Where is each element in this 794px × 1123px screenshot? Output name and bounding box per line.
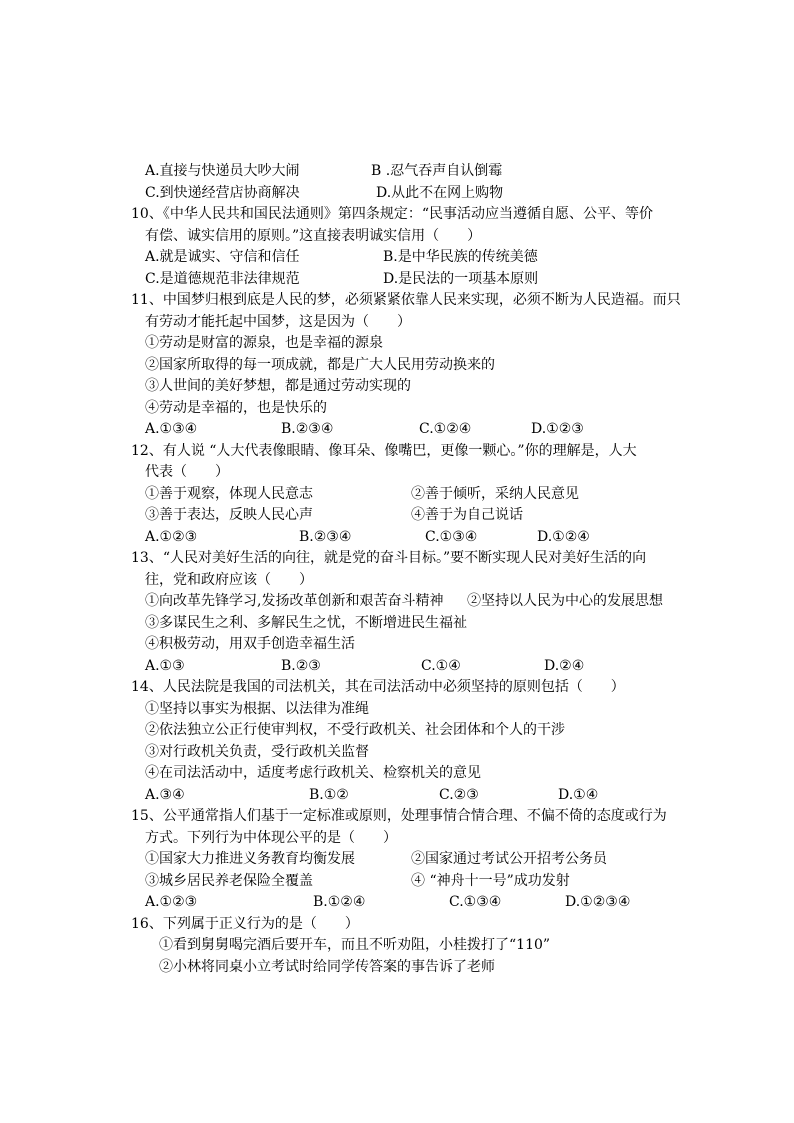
q10-stem-line-1: 10、《中华人民共和国民法通则》第四条规定：“民事活动应当遵循自愿、公平、等价 [131, 206, 653, 222]
q12-items-row-2 [131, 505, 691, 527]
q12-stem-line-2: 代表（ ） [145, 464, 229, 480]
q13-item-4: ④积极劳动，用双手创造幸福生活 [145, 636, 355, 652]
q13-item-2: ②坚持以人民为中心的发展思想 [467, 593, 663, 609]
q12-item-1: ①善于观察，体现人民意志 [145, 485, 313, 502]
q9-option-c: C.到快递经营店协商解决 [145, 184, 300, 201]
q13-option-d: D.②④ [544, 657, 585, 674]
q10-options-row-2 [131, 269, 691, 291]
q16-item-2: ②小林将同桌小立考试时给同学传答案的事告诉了老师 [159, 958, 495, 975]
q15-stem-line-2: 方式。下列行为中体现公平的是（ ） [145, 829, 397, 846]
q15-stem-line-1: 15、公平通常指人们基于一定标准或原则，处理事情合情合理、不偏不倚的态度或行为 [131, 808, 667, 824]
q12-item-3: ③善于表达，反映人民心声 [145, 507, 313, 523]
q10-option-a: A.就是诚实、守信和信任 [145, 249, 300, 265]
q9-option-b: B .忍气吞声自认倒霉 [371, 163, 503, 179]
q12-option-b: B.②③④ [299, 528, 352, 545]
q13-item-1: ①向改革先锋学习,发扬改革创新和艰苦奋斗精神 [145, 593, 444, 609]
q10-option-d: D.是民法的一项基本原则 [383, 270, 539, 287]
q11-stem-line-2: 有劳动才能托起中国梦，这是因为（ ） [145, 313, 411, 330]
q10-option-c: C.是道德规范非法律规范 [145, 270, 300, 287]
q14-option-a: A.③④ [145, 786, 185, 803]
q14-item-3: ③对行政机关负责，受行政机关监督 [145, 743, 369, 760]
q13-option-a: A.①③ [145, 657, 185, 674]
question-list [131, 161, 691, 978]
q9-options-row-1 [131, 161, 691, 183]
q14-option-d: D.①④ [558, 786, 599, 803]
q12-option-c: C.①③④ [425, 528, 478, 545]
q11-option-b: B.②③④ [281, 421, 334, 437]
q15-items-row-2 [131, 871, 691, 893]
q10-options-row-1 [131, 247, 691, 269]
q15-option-d: D.①②③④ [565, 894, 631, 910]
q11-options-row [131, 419, 691, 441]
q16-item-1: ①看到舅舅喝完酒后要开车，而且不听劝阻，小桂拨打了“110” [159, 937, 551, 953]
q11-option-a: A.①③④ [145, 421, 198, 437]
q13-item-3: ③多谋民生之利、多解民生之忧，不断增进民生福祉 [145, 614, 467, 631]
q15-item-1: ①国家大力推进义务教育均衡发展 [145, 851, 355, 867]
q13-stem-line-1: 13、“人民对美好生活的向往，就是党的奋斗目标。”要不断实现人民对美好生活的向 [131, 550, 647, 566]
q11-item-3: ③人世间的美好梦想，都是通过劳动实现的 [145, 378, 411, 394]
q14-item-4: ④在司法活动中，适度考虑行政机关、检察机关的意见 [145, 765, 481, 781]
q13-option-b: B.②③ [281, 657, 321, 674]
q9-options-row-2 [131, 183, 691, 205]
q13-options-row [131, 656, 691, 678]
q15-options-row [131, 892, 691, 914]
q11-stem-line-1: 11、中国梦归根到底是人民的梦，必须紧紧依靠人民来实现，必须不断为人民造福。而只 [131, 292, 681, 308]
q12-option-a: A.①②③ [145, 528, 198, 545]
q13-stem-line-2: 往，党和政府应该（ ） [145, 571, 313, 588]
q14-item-2: ②依法独立公正行使审判权，不受行政机关、社会团体和个人的干涉 [145, 722, 565, 738]
q12-option-d: D.①②④ [537, 528, 590, 545]
q12-options-row [131, 527, 691, 549]
q13-option-c: C.①④ [421, 657, 461, 674]
q10-stem-line-2: 有偿、诚实信用的原则。”这直接表明诚实信用（ ） [145, 227, 482, 244]
q11-option-c: C.①②④ [419, 421, 472, 437]
q15-item-2: ②国家通过考试公开招考公务员 [411, 851, 607, 867]
q15-option-a: A.①②③ [145, 894, 198, 910]
q12-item-2: ②善于倾听，采纳人民意见 [411, 485, 579, 502]
q16-stem-line-1: 16、下列属于正义行为的是（ ） [131, 915, 359, 932]
q15-option-c: C.①③④ [449, 894, 502, 910]
q14-item-1: ①坚持以事实为根据、以法律为准绳 [145, 700, 369, 717]
q9-option-a: A.直接与快递员大吵大闹 [145, 163, 300, 179]
q14-option-b: B.①② [309, 786, 349, 803]
q11-option-d: D.①②③ [531, 421, 584, 437]
q9-option-d: D.从此不在网上购物 [376, 184, 504, 201]
q14-option-c: C.②③ [439, 786, 479, 803]
q12-items-row-1 [131, 484, 691, 506]
q11-item-2: ②国家所取得的每一项成就，都是广大人民用劳动换来的 [145, 356, 495, 373]
q10-option-b: B.是中华民族的传统美德 [383, 249, 538, 265]
q15-item-3: ③城乡居民养老保险全覆盖 [145, 872, 313, 889]
q12-stem-line-1: 12、有人说 “人大代表像眼睛、像耳朵、像嘴巴，更像一颗心。”你的理解是，人大 [131, 442, 637, 459]
q11-item-1: ①劳动是财富的源泉，也是幸福的源泉 [145, 335, 383, 351]
q13-items-row-1 [131, 591, 691, 613]
q15-option-b: B.①②④ [313, 894, 366, 910]
q14-options-row [131, 785, 691, 807]
q11-item-4: ④劳动是幸福的，也是快乐的 [145, 399, 327, 416]
q14-stem-line-1: 14、人民法院是我国的司法机关，其在司法活动中必须坚持的原则包括（ ） [131, 679, 625, 695]
q15-items-row-1 [131, 849, 691, 871]
q12-item-4: ④善于为自己说话 [411, 507, 523, 523]
q15-item-4: ④ “神舟十一号”成功发射 [411, 872, 570, 889]
